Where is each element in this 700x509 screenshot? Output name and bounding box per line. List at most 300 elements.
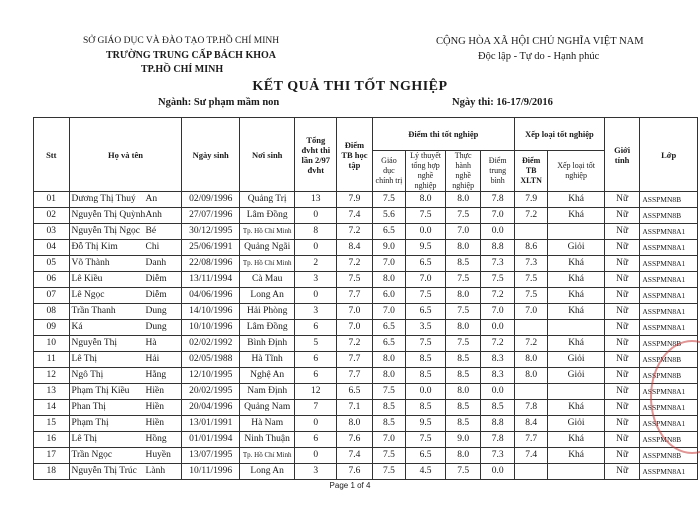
last-name: Lê Kiều (71, 274, 103, 284)
cell-stt: 02 (34, 208, 70, 224)
cell-total: 12 (295, 384, 337, 400)
last-name: Đỗ Thị Kim (71, 242, 118, 252)
cell-mid: 0.0 (481, 224, 514, 240)
cell-theo: 6.5 (406, 256, 446, 272)
col-rank: Xếp loại tốt nghiệp (548, 151, 604, 192)
cell-gender: Nữ (604, 368, 640, 384)
cell-stt: 03 (34, 224, 70, 240)
cell-theo: 4.5 (406, 464, 446, 480)
cell-stt: 14 (34, 400, 70, 416)
cell-theo: 6.5 (406, 448, 446, 464)
cell-total: 5 (295, 336, 337, 352)
cell-pol: 7.0 (372, 256, 405, 272)
col-exam-group: Điểm thi tốt nghiệp (372, 118, 514, 151)
first-name: Hằng (145, 370, 167, 380)
last-name: Nguyễn Thị Quỳnh (71, 210, 146, 220)
cell-xltn (514, 224, 547, 240)
cell-name (69, 224, 182, 240)
cell-avg: 7.6 (337, 432, 373, 448)
cell-stt: 07 (34, 288, 70, 304)
cell-dob: 10/10/1996 (182, 320, 240, 336)
cell-name (69, 384, 182, 400)
cell-name (69, 304, 182, 320)
cell-rank: Khá (548, 432, 604, 448)
cell-gender: Nữ (604, 352, 640, 368)
cell-pol: 8.0 (372, 272, 405, 288)
cell-dob: 01/01/1994 (182, 432, 240, 448)
first-name: An (145, 194, 158, 204)
last-name: Trần Thanh (71, 306, 116, 316)
table-row (34, 416, 698, 432)
cell-xltn (514, 320, 547, 336)
cell-pob: Quảng Nam (239, 400, 294, 416)
col-name: Họ và tên (69, 118, 182, 192)
cell-avg: 7.6 (337, 464, 373, 480)
document-title: KẾT QUẢ THI TỐT NGHIỆP (252, 79, 448, 94)
table-row (34, 448, 698, 464)
cell-xltn: 7.0 (514, 304, 547, 320)
col-theory: Lý thuyết tổng hợp nghề nghiệp (406, 151, 446, 192)
cell-dob: 13/07/1995 (182, 448, 240, 464)
cell-avg: 6.5 (337, 384, 373, 400)
cell-stt: 12 (34, 368, 70, 384)
first-name: Diễm (145, 290, 167, 300)
cell-gender: Nữ (604, 448, 640, 464)
cell-mid: 8.8 (481, 240, 514, 256)
cell-name (69, 368, 182, 384)
cell-dob: 02/05/1988 (182, 352, 240, 368)
table-row (34, 384, 698, 400)
cell-prac: 8.0 (445, 240, 481, 256)
cell-total: 6 (295, 320, 337, 336)
cell-pol: 6.5 (372, 224, 405, 240)
col-practice: Thực hành nghề nghiệp (445, 151, 481, 192)
cell-pob: Hà Nam (239, 416, 294, 432)
last-name: Ngô Thị (71, 370, 104, 380)
cell-xltn: 7.9 (514, 192, 547, 208)
cell-rank: Khá (548, 400, 604, 416)
cell-avg: 7.9 (337, 192, 373, 208)
cell-stt: 17 (34, 448, 70, 464)
cell-total: 3 (295, 272, 337, 288)
ministry-line: SỞ GIÁO DỤC VÀ ĐÀO TẠO TP.HỒ CHÍ MINH (83, 36, 280, 46)
cell-name (69, 208, 182, 224)
last-name: Phan Thị (71, 402, 106, 412)
cell-prac: 7.5 (445, 304, 481, 320)
cell-stt: 09 (34, 320, 70, 336)
cell-xltn: 7.7 (514, 432, 547, 448)
cell-dob: 20/02/1995 (182, 384, 240, 400)
table-row (34, 192, 698, 208)
major-label: Ngành: Sư phạm mầm non (158, 97, 280, 108)
cell-mid: 8.3 (481, 368, 514, 384)
cell-name (69, 432, 182, 448)
cell-mid: 7.5 (481, 272, 514, 288)
cell-mid: 0.0 (481, 384, 514, 400)
cell-cls: ASSPMN8B (640, 336, 698, 352)
cell-xltn: 8.0 (514, 368, 547, 384)
col-class: Lớp (640, 118, 698, 192)
cell-xltn: 7.5 (514, 288, 547, 304)
cell-rank: Giỏi (548, 416, 604, 432)
cell-theo: 8.5 (406, 400, 446, 416)
first-name: Diễm (145, 274, 167, 284)
table-row (34, 288, 698, 304)
cell-avg: 7.5 (337, 272, 373, 288)
col-xltn: Điểm TB XLTN (514, 151, 547, 192)
first-name: Hà (145, 338, 157, 348)
cell-dob: 14/10/1996 (182, 304, 240, 320)
col-rank-group: Xếp loại tốt nghiệp (514, 118, 604, 151)
cell-stt: 13 (34, 384, 70, 400)
cell-theo: 7.5 (406, 208, 446, 224)
cell-rank (548, 464, 604, 480)
cell-avg: 7.1 (337, 400, 373, 416)
first-name: Hiền (145, 402, 165, 412)
page-footer: Page 1 of 4 (329, 481, 371, 490)
national-motto: Độc lập - Tự do - Hạnh phúc (478, 51, 600, 62)
cell-pol: 8.5 (372, 400, 405, 416)
cell-dob: 13/11/1994 (182, 272, 240, 288)
national-title: CỘNG HÒA XÃ HỘI CHỦ NGHĨA VIỆT NAM (436, 36, 644, 47)
cell-pol: 8.0 (372, 352, 405, 368)
cell-avg: 7.7 (337, 352, 373, 368)
first-name: Dung (145, 322, 167, 332)
cell-name (69, 448, 182, 464)
cell-gender: Nữ (604, 432, 640, 448)
cell-pob: Tp. Hồ Chí Minh (239, 448, 294, 464)
cell-stt: 11 (34, 352, 70, 368)
cell-stt: 04 (34, 240, 70, 256)
cell-prac: 8.0 (445, 384, 481, 400)
cell-pob: Ninh Thuận (239, 432, 294, 448)
cell-dob: 25/06/1991 (182, 240, 240, 256)
cell-dob: 04/06/1996 (182, 288, 240, 304)
cell-mid: 7.8 (481, 432, 514, 448)
cell-total: 3 (295, 464, 337, 480)
table-row (34, 256, 698, 272)
cell-dob: 20/04/1996 (182, 400, 240, 416)
cell-xltn: 8.4 (514, 416, 547, 432)
cell-xltn: 7.3 (514, 256, 547, 272)
last-name: Võ Thành (71, 258, 110, 268)
cell-prac: 8.0 (445, 448, 481, 464)
cell-xltn: 7.4 (514, 448, 547, 464)
cell-theo: 7.5 (406, 288, 446, 304)
cell-prac: 8.0 (445, 192, 481, 208)
cell-total: 6 (295, 368, 337, 384)
cell-gender: Nữ (604, 416, 640, 432)
cell-pol: 7.0 (372, 304, 405, 320)
cell-stt: 18 (34, 464, 70, 480)
last-name: Nguyễn Thị (71, 338, 118, 348)
cell-theo: 8.0 (406, 192, 446, 208)
cell-prac: 7.5 (445, 464, 481, 480)
cell-avg: 7.4 (337, 208, 373, 224)
cell-pob: Nam Định (239, 384, 294, 400)
last-name: Phạm Thị Kiều (71, 386, 130, 396)
cell-total: 0 (295, 416, 337, 432)
cell-rank: Khá (548, 304, 604, 320)
cell-mid: 0.0 (481, 320, 514, 336)
cell-dob: 12/10/1995 (182, 368, 240, 384)
cell-mid: 7.8 (481, 192, 514, 208)
cell-rank: Giỏi (548, 368, 604, 384)
cell-theo: 7.0 (406, 272, 446, 288)
last-name: Lê Thị (71, 434, 97, 444)
cell-rank (548, 384, 604, 400)
cell-xltn: 8.0 (514, 352, 547, 368)
cell-cls: ASSPMN8B (640, 448, 698, 464)
cell-prac: 8.5 (445, 352, 481, 368)
cell-gender: Nữ (604, 288, 640, 304)
cell-pob: Quảng Ngãi (239, 240, 294, 256)
cell-gender: Nữ (604, 256, 640, 272)
cell-rank: Khá (548, 208, 604, 224)
cell-avg: 7.0 (337, 320, 373, 336)
table-row (34, 224, 698, 240)
table-row (34, 368, 698, 384)
cell-total: 13 (295, 192, 337, 208)
cell-avg: 7.2 (337, 224, 373, 240)
school-name: TRƯỜNG TRUNG CẤP BÁCH KHOA (106, 50, 277, 61)
col-stt: Stt (34, 118, 70, 192)
cell-pob: Quảng Trị (239, 192, 294, 208)
cell-total: 3 (295, 304, 337, 320)
first-name: Dung (145, 306, 167, 316)
table-row (34, 272, 698, 288)
first-name: Bé (145, 226, 157, 236)
first-name: Danh (145, 258, 167, 268)
cell-pol: 7.5 (372, 384, 405, 400)
cell-total: 2 (295, 256, 337, 272)
cell-total: 6 (295, 352, 337, 368)
cell-avg: 7.4 (337, 448, 373, 464)
cell-name (69, 336, 182, 352)
cell-cls: ASSPMN8A1 (640, 224, 698, 240)
cell-avg: 7.7 (337, 368, 373, 384)
school-city: TP.HỒ CHÍ MINH (141, 64, 224, 75)
cell-prac: 8.0 (445, 320, 481, 336)
table-row (34, 432, 698, 448)
cell-theo: 6.5 (406, 304, 446, 320)
first-name: Hiền (145, 386, 165, 396)
cell-total: 7 (295, 400, 337, 416)
cell-pol: 7.5 (372, 192, 405, 208)
last-name: Dương Thị Thuý (71, 194, 136, 204)
cell-pol: 7.5 (372, 464, 405, 480)
cell-rank (548, 224, 604, 240)
cell-cls: ASSPMN8B (640, 368, 698, 384)
cell-pol: 5.6 (372, 208, 405, 224)
cell-xltn: 7.2 (514, 208, 547, 224)
cell-pob: Long An (239, 288, 294, 304)
first-name: Hồng (145, 434, 167, 444)
cell-stt: 10 (34, 336, 70, 352)
cell-mid: 7.3 (481, 448, 514, 464)
cell-total: 0 (295, 240, 337, 256)
table-row (34, 320, 698, 336)
cell-rank: Khá (548, 448, 604, 464)
col-mid: Điểm trung bình (481, 151, 514, 192)
cell-prac: 9.0 (445, 432, 481, 448)
cell-xltn (514, 464, 547, 480)
cell-total: 6 (295, 432, 337, 448)
cell-gender: Nữ (604, 192, 640, 208)
cell-theo: 8.5 (406, 352, 446, 368)
cell-pol: 8.5 (372, 416, 405, 432)
cell-pob: Cà Mau (239, 272, 294, 288)
last-name: Ká (71, 322, 83, 332)
cell-cls: ASSPMN8B (640, 208, 698, 224)
cell-rank: Khá (548, 192, 604, 208)
cell-rank: Giỏi (548, 240, 604, 256)
last-name: Trần Ngọc (71, 450, 113, 460)
table-row (34, 208, 698, 224)
first-name: Hải (145, 354, 160, 364)
cell-cls: ASSPMN8A1 (640, 304, 698, 320)
cell-dob: 10/11/1996 (182, 464, 240, 480)
cell-theo: 3.5 (406, 320, 446, 336)
cell-dob: 22/08/1996 (182, 256, 240, 272)
table-row (34, 464, 698, 480)
cell-pob: Tp. Hồ Chí Minh (239, 256, 294, 272)
cell-stt: 01 (34, 192, 70, 208)
cell-mid: 0.0 (481, 464, 514, 480)
cell-name (69, 272, 182, 288)
col-gender: Giới tính (604, 118, 640, 192)
cell-name (69, 256, 182, 272)
cell-stt: 15 (34, 416, 70, 432)
cell-cls: ASSPMN8B (640, 352, 698, 368)
cell-prac: 7.5 (445, 272, 481, 288)
first-name: Huyền (145, 450, 171, 460)
cell-xltn (514, 384, 547, 400)
cell-theo: 9.5 (406, 416, 446, 432)
cell-pob: Long An (239, 464, 294, 480)
cell-dob: 02/09/1996 (182, 192, 240, 208)
cell-pob: Lâm Đồng (239, 208, 294, 224)
cell-mid: 7.3 (481, 256, 514, 272)
cell-dob: 30/12/1995 (182, 224, 240, 240)
cell-cls: ASSPMN8A1 (640, 464, 698, 480)
cell-prac: 8.5 (445, 400, 481, 416)
cell-mid: 7.2 (481, 336, 514, 352)
cell-cls: ASSPMN8A1 (640, 400, 698, 416)
col-dob: Ngày sinh (182, 118, 240, 192)
cell-mid: 8.5 (481, 400, 514, 416)
cell-theo: 7.5 (406, 432, 446, 448)
cell-total: 8 (295, 224, 337, 240)
cell-cls: ASSPMN8A1 (640, 288, 698, 304)
cell-mid: 7.0 (481, 208, 514, 224)
cell-pol: 6.5 (372, 320, 405, 336)
cell-pob: Hà Tĩnh (239, 352, 294, 368)
cell-gender: Nữ (604, 464, 640, 480)
table-row (34, 304, 698, 320)
cell-name (69, 240, 182, 256)
col-pob: Nơi sinh (239, 118, 294, 192)
table-row (34, 336, 698, 352)
table-row (34, 240, 698, 256)
cell-xltn: 8.6 (514, 240, 547, 256)
cell-prac: 7.5 (445, 336, 481, 352)
cell-prac: 8.5 (445, 416, 481, 432)
cell-pob: Lâm Đồng (239, 320, 294, 336)
last-name: Lê Thị (71, 354, 97, 364)
exam-date: Ngày thi: 16-17/9/2016 (452, 97, 553, 108)
cell-name (69, 416, 182, 432)
cell-name (69, 400, 182, 416)
cell-pol: 7.0 (372, 432, 405, 448)
cell-pob: Tp. Hồ Chí Minh (239, 224, 294, 240)
cell-rank: Khá (548, 256, 604, 272)
cell-mid: 7.0 (481, 304, 514, 320)
cell-pob: Hải Phòng (239, 304, 294, 320)
cell-prac: 8.0 (445, 288, 481, 304)
cell-prac: 8.5 (445, 256, 481, 272)
cell-stt: 05 (34, 256, 70, 272)
cell-cls: ASSPMN8B (640, 192, 698, 208)
cell-cls: ASSPMN8A1 (640, 240, 698, 256)
cell-avg: 7.2 (337, 336, 373, 352)
cell-cls: ASSPMN8B (640, 432, 698, 448)
cell-rank: Khá (548, 336, 604, 352)
cell-pol: 7.5 (372, 448, 405, 464)
col-politics: Giáo dục chính trị (372, 151, 405, 192)
cell-cls: ASSPMN8A1 (640, 416, 698, 432)
cell-cls: ASSPMN8A1 (640, 272, 698, 288)
cell-mid: 8.3 (481, 352, 514, 368)
cell-gender: Nữ (604, 384, 640, 400)
cell-pob: Nghệ An (239, 368, 294, 384)
cell-avg: 7.0 (337, 304, 373, 320)
cell-pol: 9.0 (372, 240, 405, 256)
cell-gender: Nữ (604, 336, 640, 352)
cell-prac: 7.5 (445, 208, 481, 224)
cell-stt: 16 (34, 432, 70, 448)
col-avg: Điểm TB học tập (337, 118, 373, 192)
cell-name (69, 288, 182, 304)
cell-dob: 13/01/1991 (182, 416, 240, 432)
cell-rank: Khá (548, 288, 604, 304)
last-name: Nguyễn Thị Ngọc (71, 226, 140, 236)
last-name: Lê Ngọc (71, 290, 105, 300)
cell-mid: 8.8 (481, 416, 514, 432)
cell-gender: Nữ (604, 224, 640, 240)
cell-cls: ASSPMN8A1 (640, 384, 698, 400)
first-name: Lành (145, 466, 166, 476)
cell-gender: Nữ (604, 320, 640, 336)
cell-name (69, 352, 182, 368)
cell-cls: ASSPMN8A1 (640, 320, 698, 336)
cell-theo: 8.5 (406, 368, 446, 384)
first-name: Anh (145, 210, 162, 220)
cell-gender: Nữ (604, 304, 640, 320)
cell-name (69, 192, 182, 208)
cell-stt: 06 (34, 272, 70, 288)
cell-pol: 6.0 (372, 288, 405, 304)
cell-name (69, 320, 182, 336)
cell-rank (548, 320, 604, 336)
cell-avg: 8.0 (337, 416, 373, 432)
cell-avg: 7.2 (337, 256, 373, 272)
cell-total: 0 (295, 208, 337, 224)
cell-prac: 8.5 (445, 368, 481, 384)
cell-total: 0 (295, 448, 337, 464)
cell-avg: 8.4 (337, 240, 373, 256)
cell-theo: 0.0 (406, 224, 446, 240)
